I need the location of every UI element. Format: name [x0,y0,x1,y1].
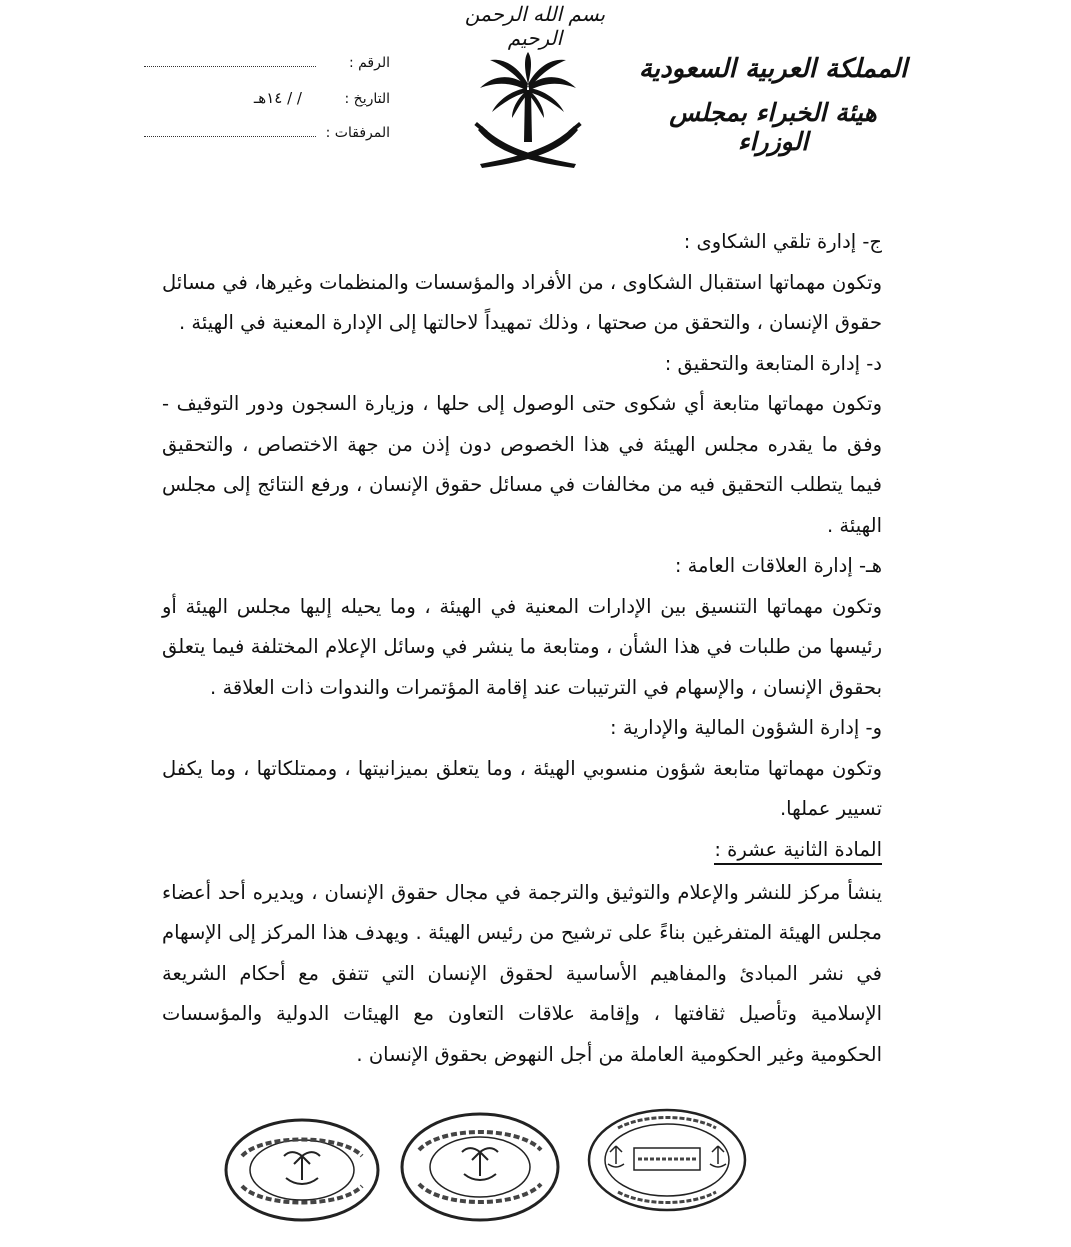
section-heading: هـ- إدارة العلاقات العامة : [674,554,882,577]
document-body [162,222,882,1075]
section-heading: و- إدارة الشؤون المالية والإدارية : [610,716,882,739]
org-name-line1: المملكة العربية السعودية [638,54,908,84]
experts-commission-seal-icon [222,1116,382,1224]
section-heading: د- إدارة المتابعة والتحقيق : [664,351,882,375]
reference-number-row [140,54,390,71]
reference-number-line [144,54,316,67]
date-value: / / ١٤هـ [253,89,302,107]
date-row [140,89,390,107]
date-label: التاريخ : [344,91,390,107]
section-paragraph: وتكون مهماتها استقبال الشكاوى ، من الأفراد والمؤسسات والمنظمات وغيرها، في مسائل حقوق الإنسان ، والتحقق من صحتها ، وذلك تمهيداً لاحالتها إلى الإدارة المعنية في الهيئة . [162,270,882,334]
general-secretariat-seal-icon [397,1110,563,1224]
basmala: بسم الله الرحمن الرحيم [464,2,606,50]
article-paragraph: ينشأ مركز للنشر والإعلام والتوثيق والترجمة في مجال حقوق الإنسان ، ويديره أحد أعضاء مجلس الهيئة المتفرغين بناءً على ترشيح من رئيس الهيئة . ويهدف هذا المركز إلى الإسهام في نشر المبادئ والمفاهيم الأساسية لحقوق الإنسان التي تتفق مع أحكام الشريعة الإسلامية وتأصيل ثقافتها ، وإقامة علاقات التعاون مع الهيئات الدولية والمؤسسات الحكومية وغير الحكومية العاملة من أجل النهوض بحقوق الإنسان . [162,880,882,1066]
true-copy-stamp-icon [584,1106,750,1214]
section-paragraph: وتكون مهماتها متابعة شؤون منسوبي الهيئة ، وما يتعلق بميزانيتها ، وممتلكاتها ، وما يكفل تسيير عملها. [162,756,882,820]
attachments-line [144,124,316,137]
section-paragraph: وتكون مهماتها التنسيق بين الإدارات المعنية في الهيئة ، وما يحيله إليها مجلس الهيئة أو رئيسها من طلبات في هذا الشأن ، ومتابعة ما ينشر في وسائل الإعلام المختلفة فيما يتعلق بحقوق الإنسان ، والإسهام في الترتيبات عند إقامة المؤتمرات والندوات ذات العلاقة . [162,594,882,699]
attachments-label: المرفقات : [325,125,390,141]
palm-swords-emblem-icon [470,50,586,174]
section-heading: ج- إدارة تلقي الشكاوى : [683,230,882,253]
article-title: المادة الثانية عشرة : [714,837,882,865]
org-name-line2: هيئة الخبراء بمجلس الوزراء [669,98,877,156]
attachments-row [140,124,390,141]
section-paragraph: وتكون مهماتها متابعة أي شكوى حتى الوصول إلى حلها ، وزيارة السجون ودور التوقيف - وفق ما يقدره مجلس الهيئة في هذا الخصوص دون إذن من جهة الاختصاص ، والتحقيق فيما يتطلب التحقيق فيه من مخالفات في مسائل حقوق الإنسان ، ورفع النتائج إلى مجلس الهيئة . [162,392,882,537]
reference-number-label: الرقم : [348,55,390,71]
